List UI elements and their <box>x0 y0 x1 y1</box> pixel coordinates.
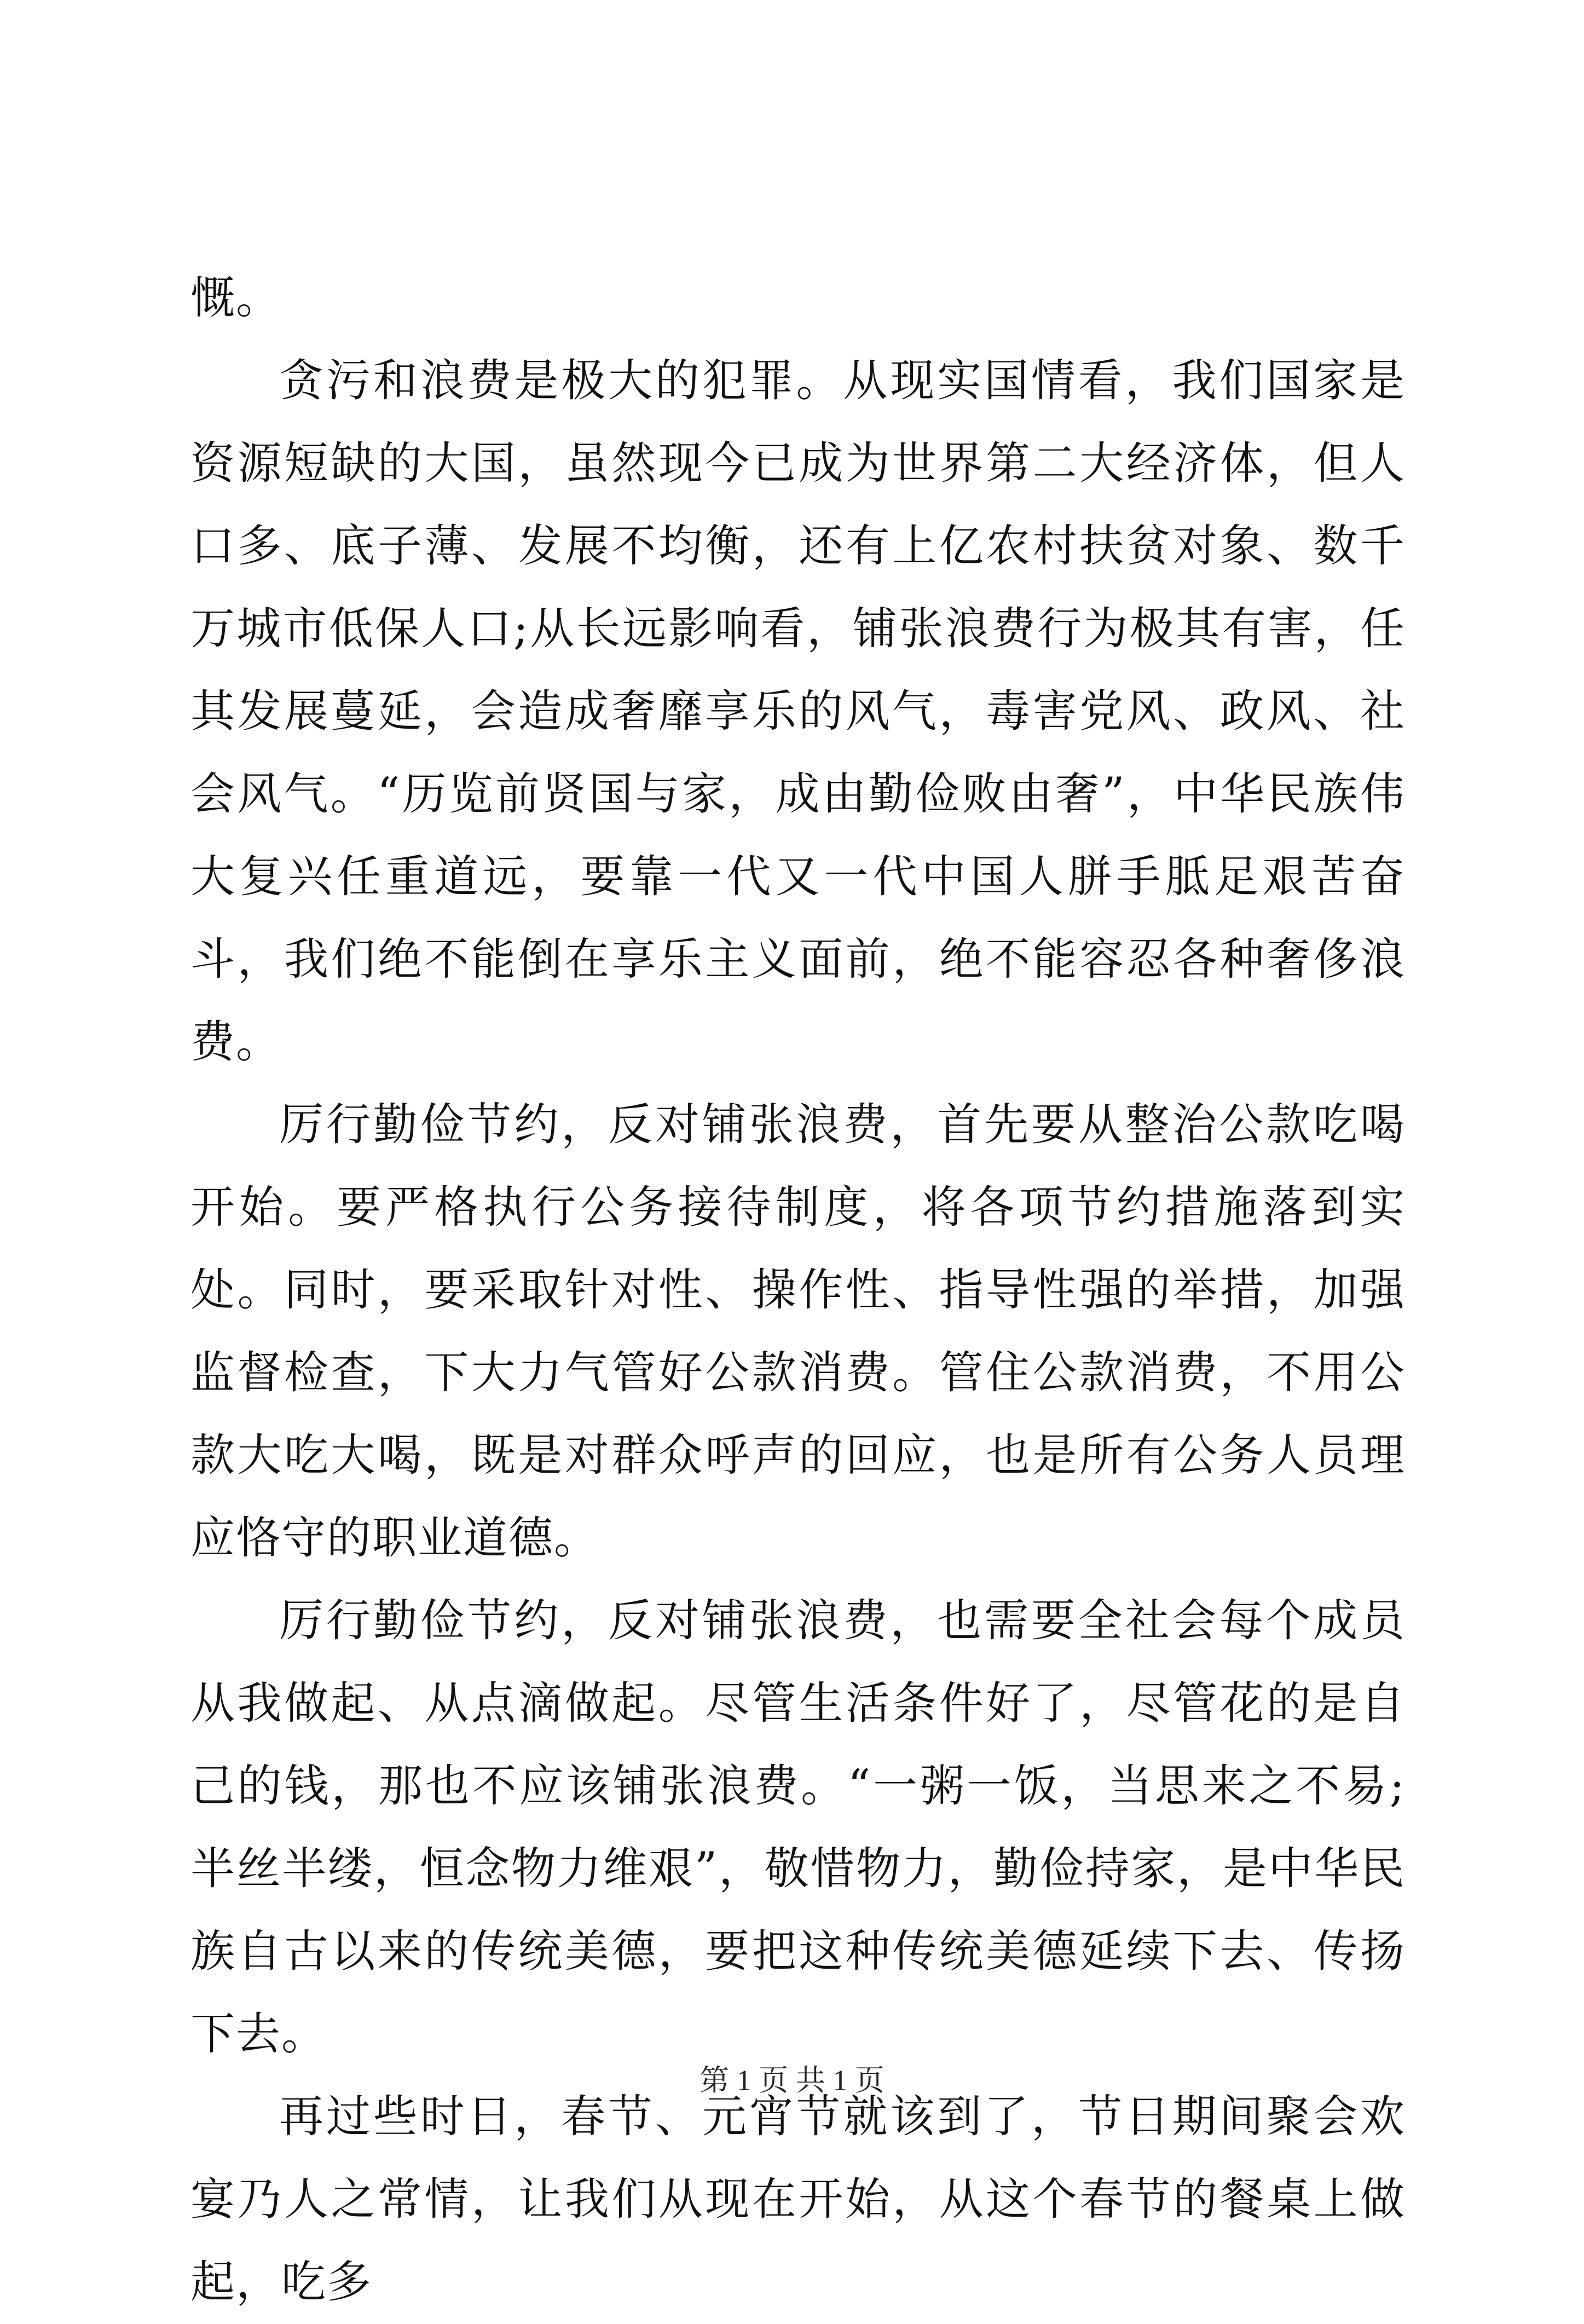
paragraph-2: 贪污和浪费是极大的犯罪。从现实国情看，我们国家是资源短缺的大国，虽然现今已成为世界第二大经济体，但人口多、底子薄、发展不均衡，还有上亿农村扶贫对象、数千万城市低保人口;从长远影响看，铺张浪费行为极其有害，任其发展蔓延，会造成奢靡享乐的风气，毒害党风、政风、社会风气。“历览前贤国与家，成由勤俭败由奢”，中华民族伟大复兴任重道远，要靠一代又一代中国人胼手胝足艰苦奋斗，我们绝不能倒在享乐主义面前，绝不能容忍各种奢侈浪费。 <box>190 355 1406 1068</box>
paragraph-4: 厉行勤俭节约，反对铺张浪费，也需要全社会每个成员从我做起、从点滴做起。尽管生活条件好了，尽管花的是自己的钱，那也不应该铺张浪费。“一粥一饭，当思来之不易;半丝半缕，恒念物力维艰”，敬惜物力，勤俭持家，是中华民族自古以来的传统美德，要把这种传统美德延续下去、传扬下去。 <box>190 1595 1406 2060</box>
paragraph-5: 再过些时日，春节、元宵节就该到了，节日期间聚会欢宴乃人之常情，让我们从现在开始，从这个春节的餐桌上做起，吃多 <box>190 2091 1406 2308</box>
paragraph-1: 慨。 <box>190 273 282 324</box>
paragraph-3: 厉行勤俭节约，反对铺张浪费，首先要从整治公款吃喝开始。要严格执行公务接待制度，将各项节约措施落到实处。同时，要采取针对性、操作性、指导性强的举措，加强监督检查，下大力气管好公款消费。管住公款消费，不用公款大吃大喝，既是对群众呼声的回应，也是所有公务人员理应恪守的职业道德。 <box>190 1099 1406 1564</box>
document-body <box>190 257 1406 2324</box>
page-footer: 第 1 页 共 1 页 <box>699 2064 885 2097</box>
